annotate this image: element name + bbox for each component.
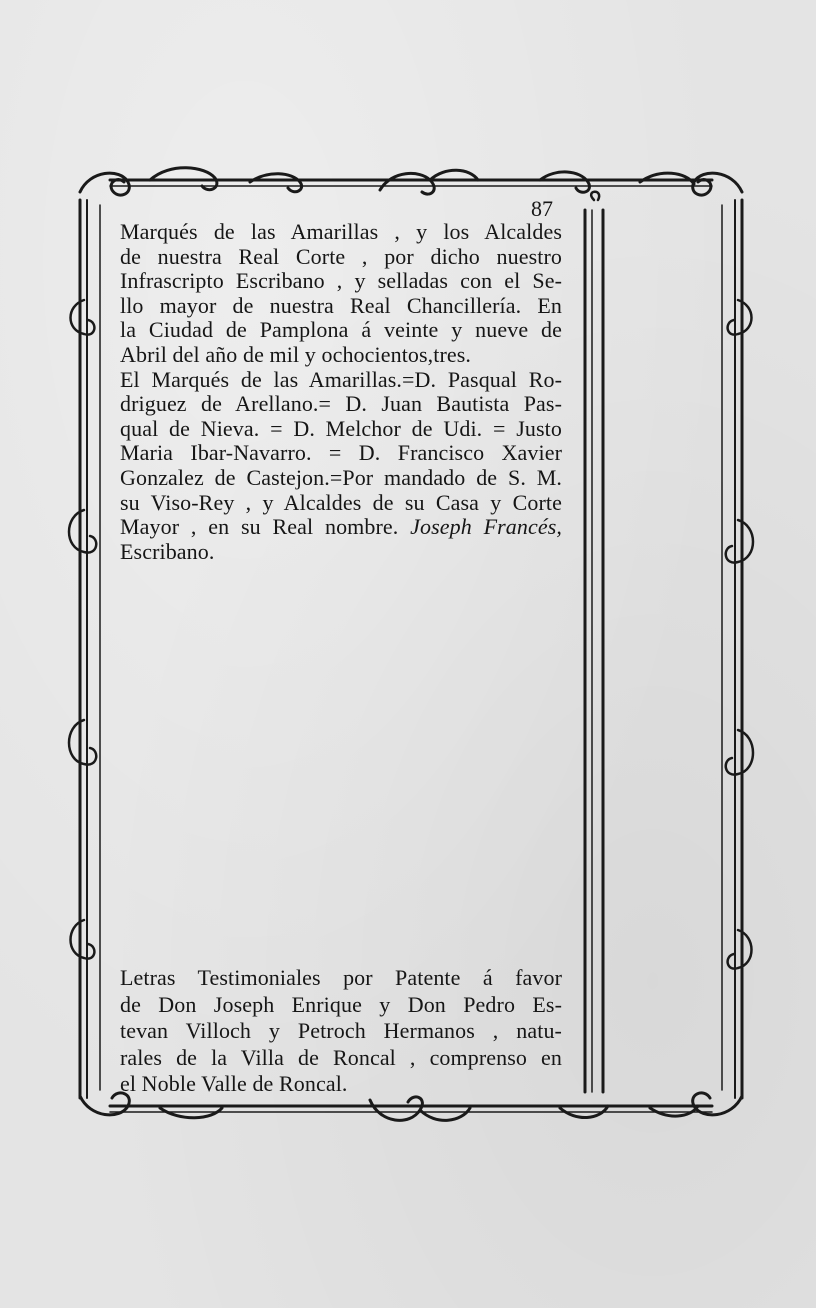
text-line: Abril del año de mil y ochocientos,tres. xyxy=(120,341,472,367)
text-line-signature xyxy=(120,515,562,540)
text-line-prefix: Mayor , en su Real nombre. xyxy=(120,514,399,540)
text-line: la Ciudad de Pamplona á veinte y nueve de xyxy=(120,317,562,343)
scroll-top-mid xyxy=(380,170,478,194)
heading-line: rales de la Villa de Roncal , comprenso en xyxy=(120,1044,562,1070)
scroll-right-2 xyxy=(726,520,753,563)
scroll-top-b xyxy=(250,174,302,192)
text-line: Marqués de las Amarillas , y los Alcaldes xyxy=(120,219,562,244)
main-text-block xyxy=(120,220,562,564)
heading-line: de Don Joseph Enrique y Don Pedro Es- xyxy=(120,991,562,1017)
text-line: Escribano. xyxy=(120,538,215,564)
heading-line: tevan Villoch y Petroch Hermanos , natu- xyxy=(120,1018,562,1044)
text-line: su Viso-Rey , y Alcaldes de su Casa y Corte xyxy=(120,489,562,515)
page-number: 87 xyxy=(531,196,553,221)
heading-line: Letras Testimoniales por Patente á favor xyxy=(120,965,562,990)
text-line: Maria Ibar-Navarro. = D. Francisco Xavier xyxy=(120,440,562,466)
scroll-bottom-mid xyxy=(370,1097,470,1120)
scroll-bottom-a xyxy=(160,1108,222,1118)
signature-name: Joseph Francés, xyxy=(410,514,562,540)
scroll-right-3 xyxy=(726,730,753,775)
scroll-top-left xyxy=(80,173,129,195)
scroll-left-3 xyxy=(69,720,96,765)
text-line: llo mayor de nuestra Real Chancillería. En xyxy=(120,292,562,318)
scroll-right-1 xyxy=(728,300,752,335)
text-line: driguez de Arellano.= D. Juan Bautista Pas- xyxy=(120,391,562,417)
scroll-divider-top xyxy=(591,192,599,200)
text-line: El Marqués de las Amarillas.=D. Pasqual Ro- xyxy=(120,366,562,392)
scroll-top-right xyxy=(693,173,742,195)
scroll-top-c xyxy=(540,172,589,192)
letters-heading-block xyxy=(120,965,562,1098)
scroll-left-4 xyxy=(71,920,95,959)
scroll-left-1 xyxy=(71,300,95,335)
scroll-bottom-d xyxy=(650,1106,698,1116)
text-line: Infrascripto Escribano , y selladas con el Se- xyxy=(120,268,562,294)
text-line: Gonzalez de Castejon.=Por mandado de S. M. xyxy=(120,464,562,490)
heading-line: el Noble Valle de Roncal. xyxy=(120,1071,348,1097)
text-line: qual de Nieva. = D. Melchor de Udi. = Justo xyxy=(120,415,562,441)
scroll-right-4 xyxy=(728,930,752,969)
text-line: de nuestra Real Corte , por dicho nuestro xyxy=(120,243,562,269)
scroll-left-2 xyxy=(69,510,96,553)
